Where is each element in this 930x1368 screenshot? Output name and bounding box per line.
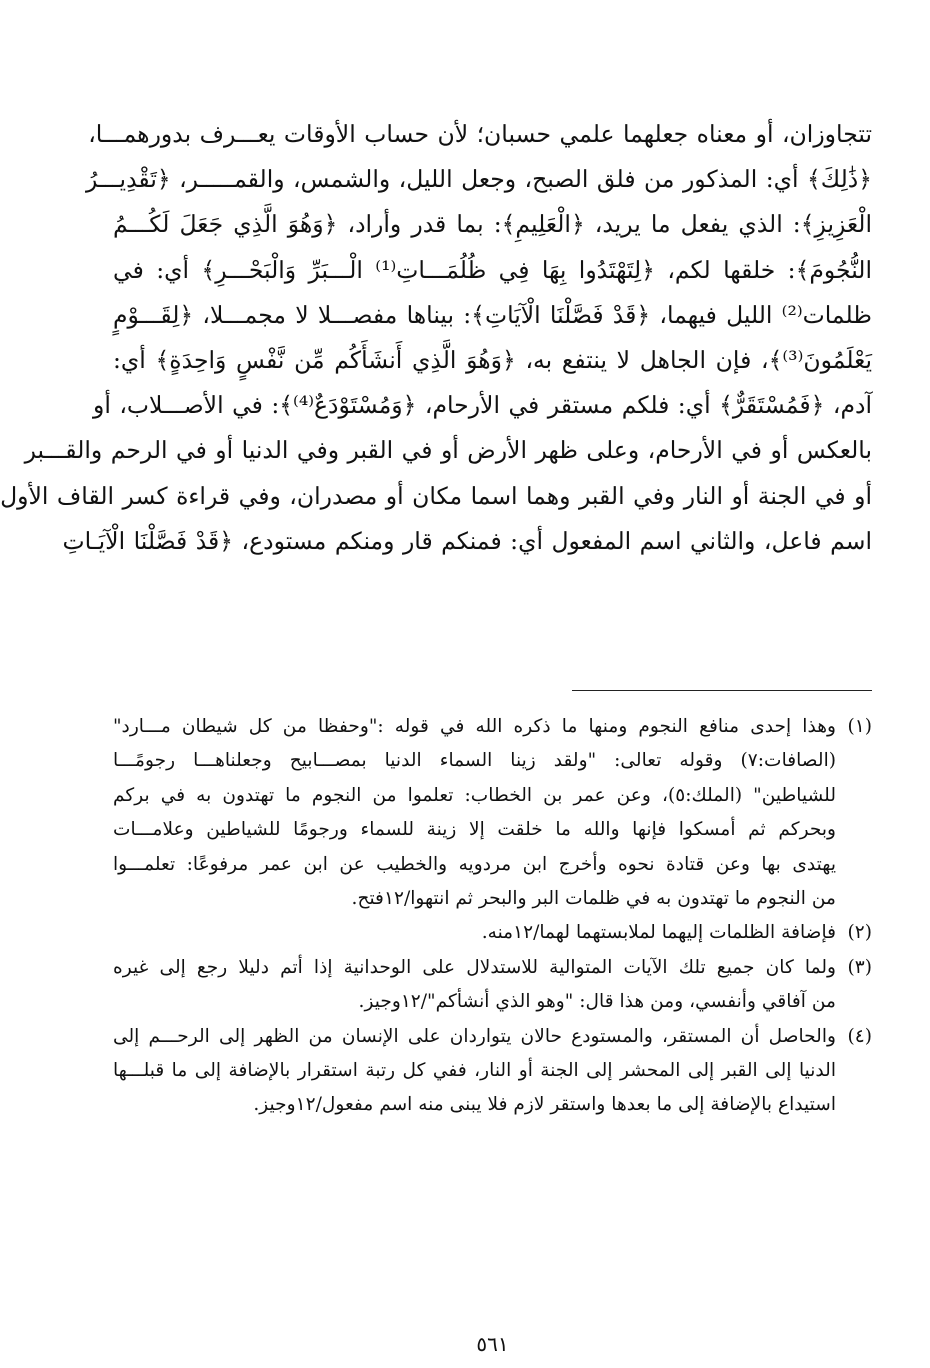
- footnote-text: وهذا إحدى منافع النجوم ومنها ما ذكره الله في قوله :"وحفظا من كل شيطان مـــارد": [113, 716, 836, 737]
- footnote-2: [113, 916, 872, 950]
- main-text-line: ﴿ذَٰلِكَ﴾ أي: المذكور من فلق الصبح، وجعل الليل، والشمس، والقمـــــر، ﴿تَقْدِيـــرُ: [85, 165, 872, 194]
- footnote-line: [113, 1020, 872, 1054]
- footnote-line: من آفاقي وأنفسي، ومن هذا قال: "وهو الذي أنشأكم"/١٢وجيز.: [358, 991, 836, 1013]
- footnote-divider: [572, 690, 872, 691]
- footnote-line: (الصافات:٧) وقوله تعالى: "ولقد زينا السماء الدنيا بمصـــابيح وجعلناهـــا رجومًـــا: [113, 750, 836, 772]
- footnote-line: للشياطين" (الملك:٥)، وعن عمر بن الخطاب: تعلموا من النجوم ما تهتدون به في بركم: [113, 784, 836, 806]
- page-number: ٥٦١: [476, 1332, 509, 1356]
- footnote-1: [113, 710, 872, 916]
- footnotes-block: [113, 710, 872, 1123]
- main-text-line: يَعْلَمُونَ⁽³⁾﴾، فإن الجاهل لا ينتفع به، ﴿وَهُوَ الَّذِي أَنشَأَكُم مِّن نَّفْسٍ وَاحِدَةٍ﴾ أي:: [113, 345, 872, 374]
- main-text-line: بالعكس أو في الأرحام، وعلى ظهر الأرض أو في القبر وفي الدنيا أو في الرحم والقـــبر: [24, 436, 872, 465]
- footnote-number: (٣): [847, 956, 872, 978]
- footnote-text: فإضافة الظلمات إليهما لملابستهما لهما/١٢منه.: [481, 922, 836, 944]
- main-text-line: النُّجُومَ﴾: خلقها لكم، ﴿لِتَهْتَدُوا بِهَا فِي ظُلُمَـــاتِ⁽¹⁾ الْـــبَرِّ وَالْبَحْـــرِ﴾ أي: في: [113, 255, 872, 284]
- footnote-number: (٢): [847, 922, 872, 944]
- footnote-3: [113, 951, 872, 1020]
- footnote-line: استيداع بالإضافة إلى ما بعدها واستقر لازم فلا يبنى منه اسم مفعول/١٢وجيز.: [253, 1094, 836, 1116]
- main-text-line: ظلمات⁽²⁾ الليل فيهما، ﴿قَدْ فَصَّلْنَا الْآيَاتِ﴾: بيناها مفصـــلا لا مجمـــلا، ﴿لِقَـــوْمٍ: [113, 300, 872, 329]
- main-text-line: آدم، ﴿فَمُسْتَقَرٌّ﴾ أي: فلكم مستقر في الأرحام، ﴿وَمُسْتَوْدَعٌ⁽⁴⁾﴾: في الأصـــلاب، أو: [92, 391, 872, 420]
- footnote-line: من النجوم ما تهتدون به في ظلمات البر والبحر ثم انتهوا/١٢فتح.: [351, 887, 836, 909]
- footnote-line: [113, 916, 872, 950]
- footnote-line: الدنيا إلى القبر إلى المحشر إلى الجنة أو النار، ففي كل رتبة استقرار بالإضافة إلى ما قبلـــها: [113, 1059, 836, 1081]
- main-text-block: [0, 112, 872, 564]
- footnote-line: [113, 951, 872, 985]
- footnote-line: وبحركم ثم أمسكوا فإنها والله ما خلقت إلا زينة للسماء ورجومًا للشياطين وعلامـــات: [113, 819, 836, 841]
- footnote-text: ولما كان جميع تلك الآيات المتوالية للاستدلال على الوحدانية إذا أتم دليلا رجع إلى غيره: [113, 956, 836, 978]
- footnote-number: (٤): [847, 1025, 872, 1047]
- footnote-line: [113, 710, 872, 744]
- footnote-line: يهتدى بها وعن قتادة نحوه وأخرج ابن مردويه والخطيب عن ابن عمر مرفوعًا: تعلمـــوا: [113, 853, 836, 875]
- book-page: [0, 112, 872, 1368]
- footnote-4: [113, 1020, 872, 1123]
- main-text-line: تتجاوزان، أو معناه جعلهما علمي حسبان؛ لأن حساب الأوقات يعـــرف بدورهمـــا،: [88, 120, 872, 148]
- footnote-text: والحاصل أن المستقر، والمستودع حالان يتواردان على الإنسان من الظهر إلى الرحـــم إلى: [113, 1025, 836, 1047]
- main-text-line: اسم فاعل، والثاني اسم المفعول أي: فمنكم قار ومنكم مستودع، ﴿قَدْ فَصَّلْنَا الْآيَـاتِ: [62, 526, 872, 555]
- footnote-number: (١): [847, 716, 872, 737]
- main-text-line: الْعَزِيزِ﴾: الذي يفعل ما يريد، ﴿الْعَلِيمِ﴾: بما قدر وأراد، ﴿وَهُوَ الَّذِي جَعَلَ لَكُـــمُ: [113, 210, 872, 239]
- main-text-line: أو في الجنة أو النار وفي القبر وهما اسما مكان أو مصدران، وفي قراءة كسر القاف الأول: [0, 481, 872, 510]
